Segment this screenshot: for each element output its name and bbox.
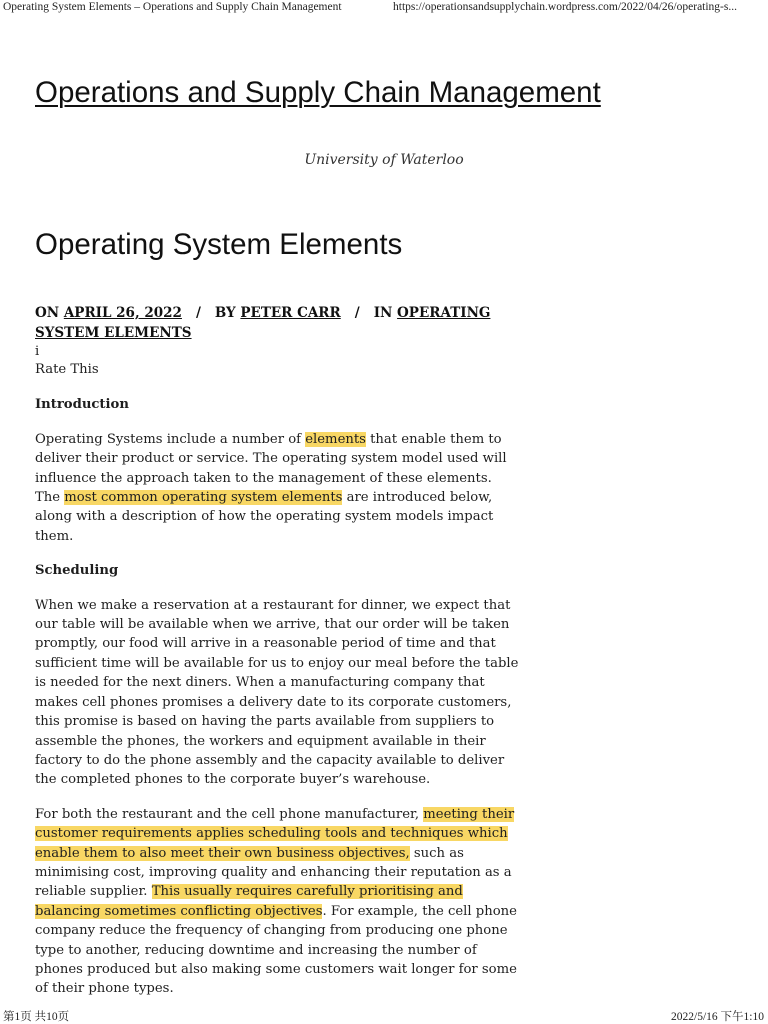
rate-this-label[interactable]: Rate This [35, 362, 99, 377]
text-run: For both the restaurant and the cell phone manufacturer, [35, 806, 424, 822]
meta-in-label: IN [373, 305, 393, 321]
intro-paragraph [35, 430, 519, 546]
post-date-link[interactable]: APRIL 26, 2022 [63, 305, 182, 321]
print-footer-datetime: 2022/5/16 下午1:10 [671, 1011, 764, 1023]
print-header-url: https://operationsandsupplychain.wordpress.com/2022/04/26/operating-s... [393, 1, 737, 13]
print-header [0, 0, 768, 16]
highlight: elements [305, 431, 366, 447]
text-run: Operating Systems include a number of [35, 431, 306, 447]
article-content [35, 342, 519, 1014]
site-title-link[interactable]: Operations and Supply Chain Management [35, 76, 601, 109]
category-link[interactable]: OPERATING SYSTEM ELEMENTS [35, 305, 491, 341]
post-meta [35, 303, 505, 343]
meta-on-label: ON [35, 305, 60, 321]
scheduling-paragraph-2 [35, 805, 519, 999]
text-run: are introduced below, along with a description of how the operating system models impact them. [35, 490, 494, 544]
meta-by-label: BY [214, 305, 236, 321]
highlight: This usually requires carefully prioritising and balancing sometimes conflicting objectives [35, 884, 463, 919]
meta-separator: / [195, 305, 201, 321]
section-heading-introduction: Introduction [35, 397, 129, 413]
print-header-title: Operating System Elements – Operations and Supply Chain Management [3, 1, 342, 13]
print-footer [0, 1006, 768, 1024]
section-heading-scheduling: Scheduling [35, 563, 119, 579]
rating-icon[interactable]: i [35, 344, 40, 359]
text-run: . For example, the cell phone company reduce the frequency of changing from producing one phone type to another, reducing downtime and increasing the number of phones produced but also making some customers wait longer for some of their phone types. [35, 903, 517, 997]
highlight: meeting their customer requirements applies scheduling tools and techniques which enable them to also meet their own business objectives, [35, 806, 515, 861]
author-link[interactable]: PETER CARR [240, 305, 341, 321]
meta-separator: / [354, 305, 360, 321]
text-run: that enable them to deliver their product or service. The operating system model used will influence the approach taken to the management of these elements. The [35, 431, 507, 506]
scheduling-paragraph-1: When we make a reservation at a restaurant for dinner, we expect that our table will be available when we arrive, that our order will be taken promptly, our food will arrive in a reasonable period of time and that sufficient time will be available for us to enjoy our meal before the table is needed for the next diners. When a manufacturing company that makes cell phones promises a delivery date to its corporate customers, this promise is based on having the parts available from suppliers to assemble the phones, the workers and equipment available in their factory to do the phone assembly and the capacity available to deliver the completed phones to the corporate buyer’s warehouse. [35, 597, 519, 788]
print-footer-page-count: 第1页 共10页 [3, 1011, 70, 1023]
highlight: most common operating system elements [64, 490, 343, 506]
post-title: Operating System Elements [35, 228, 403, 261]
site-description: University of Waterloo [304, 152, 464, 168]
text-run: such as minimising cost, improving quality and enhancing their reputation as a reliable supplier. [35, 845, 512, 900]
